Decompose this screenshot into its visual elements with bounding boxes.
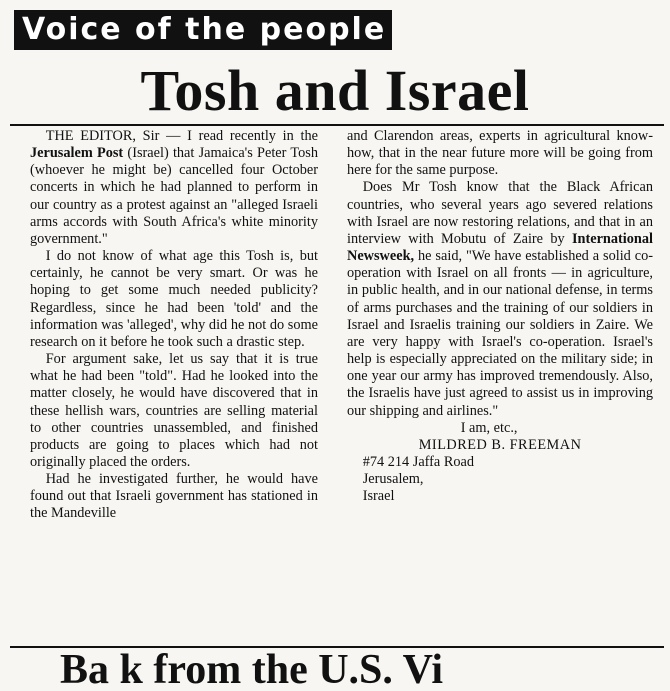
letter-column-left [30, 128, 318, 523]
letter-closing: I am, etc., [460, 419, 518, 436]
column-rule-top [10, 124, 664, 126]
letter-column-right [347, 128, 653, 505]
address-line-3: Israel [362, 488, 395, 505]
letter-paragraph-3: For argument sake, let us say that it is true what he had been "told". Had he looked into the matter closely, he would have discovered that in these hellish wars, countries are selling material to other countries unassembled, and finished products are going to places which had not originally placed the orders. [30, 351, 318, 470]
headline: Tosh and Israel [140, 58, 530, 123]
publication-name: International Newsweek, [347, 230, 653, 265]
signature-name: MILDRED B. FREEMAN [418, 436, 582, 453]
paragraph-text: (Israel) that Jamaica's Peter Tosh (whoever he might be) cancelled four October concerts in which he had planned to perform in our country as a protest against an "alleged Israeli arms accords with South Africa's white minority government." [30, 145, 318, 247]
letter-paragraph-4: Had he investigated further, he would have found out that Israeli government has stationed in the Mandeville [30, 471, 318, 522]
section-banner: Voice of the people [14, 10, 392, 50]
address-line-1: #74 214 Jaffa Road [362, 453, 475, 470]
letter-paragraph-5 [347, 179, 653, 419]
letter-paragraph-4-continued: and Clarendon areas, experts in agricultural know-how, that in the near future more will be going from here for the same purpose. [347, 128, 653, 179]
letter-paragraph-2: I do not know of what age this Tosh is, but certainly, he cannot be very smart. Or was he hoping to get some much needed publicity? Regardless, since he had been 'told' and the information was 'alleged', why did he not do some research on it before he took such a drastic step. [30, 248, 318, 350]
letter-paragraph-1 [30, 128, 318, 248]
publication-name: Jerusalem Post [30, 145, 124, 162]
paragraph-text: THE EDITOR, Sir — I read recently in the [45, 128, 318, 144]
address-line-2: Jerusalem, [362, 471, 424, 488]
paragraph-text: he said, "We have established a solid co-operation with Israel on all fronts — in agriculture, in public health, and in our national defense, in terms of arms purchases and the training of our soldiers in Israel and Israelis training our soldiers in Zaire. We are very happy with Israel's co-operation. Israel's help is especially appreciated on the military side; in one year our army has improved tremendously. Also, the Israelis have just agreed to assist us in improving our shipping and airlines." [347, 248, 653, 419]
column-rule-bottom [10, 646, 664, 648]
paragraph-text: Does Mr Tosh know that the Black African countries, who several years ago severed relations with Israel are now restoring relations, and that in an interview with Mobutu of Zaire by [347, 179, 653, 247]
next-article-headline-fragment: Ba k from the U.S. Vi [60, 649, 444, 691]
